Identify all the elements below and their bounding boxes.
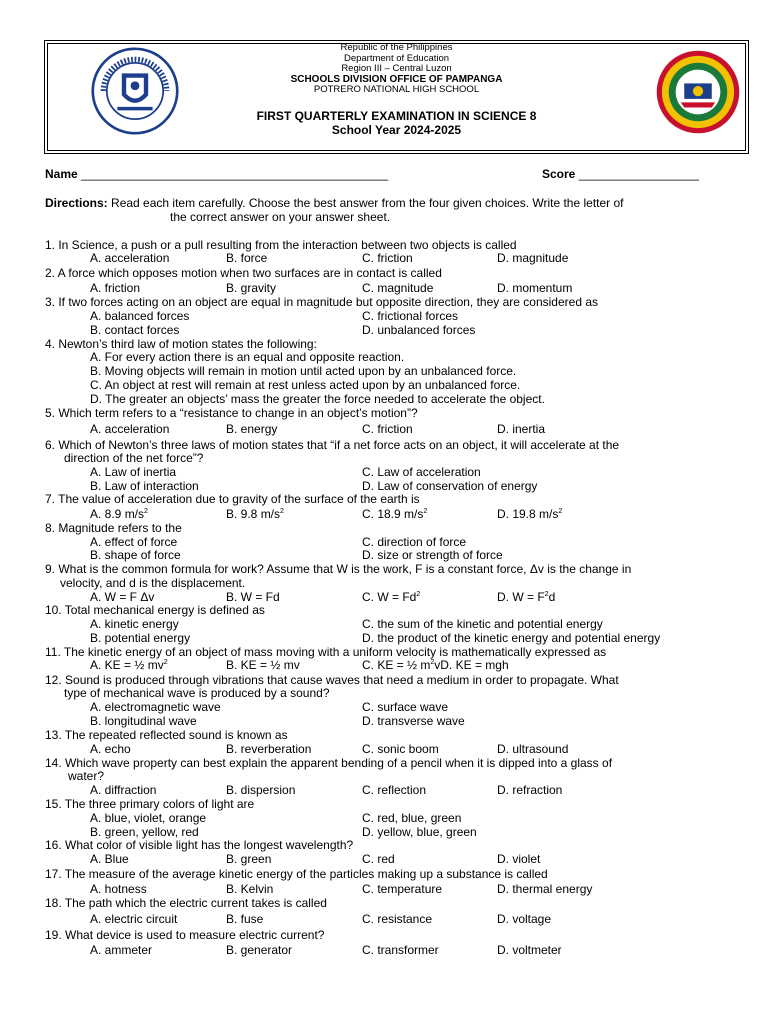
directions-text-1: Read each item carefully. Choose the best answer from the four given choices. Write the letter of [111, 196, 624, 210]
q7-option-a [90, 508, 148, 522]
superscript: 2 [163, 659, 168, 666]
q1-option-a: A. acceleration [90, 251, 170, 265]
q8-option-d: D. size or strength of force [362, 548, 503, 562]
q16-option-c: C. red [362, 852, 395, 866]
q13-option-a: A. echo [90, 742, 131, 756]
q7-option-d-text: D. 19.8 m/s [497, 507, 559, 521]
exam-title-block [45, 109, 748, 137]
school-name: POTRERO NATIONAL HIGH SCHOOL [313, 84, 480, 95]
score-row [542, 168, 699, 182]
score-blank[interactable]: __________________ [578, 167, 699, 181]
q10-option-d: D. the product of the kinetic energy and potential energy [362, 631, 661, 645]
q15-option-b: B. green, yellow, red [90, 825, 199, 839]
q10-option-a: A. kinetic energy [90, 617, 179, 631]
q1-option-c: C. friction [362, 251, 413, 265]
q13-option-d: D. ultrasound [497, 742, 569, 756]
q17-option-a: A. hotness [90, 882, 147, 896]
q14-option-a: A. diffraction [90, 783, 157, 797]
question-2: 2. A force which opposes motion when two surfaces are in contact is called [45, 266, 442, 280]
q4-option-d: D. The greater an objects’ mass the greater the force needed to accelerate the object. [90, 392, 545, 406]
q11-option-b: B. KE = ½ mv [226, 658, 300, 672]
q6-option-d: D. Law of conservation of energy [362, 479, 538, 493]
q13-option-c: C. sonic boom [362, 742, 439, 756]
q2-option-b: B. gravity [226, 281, 277, 295]
superscript: 2 [144, 508, 148, 515]
question-14-cont: water? [68, 769, 105, 783]
q16-option-d: D. violet [497, 852, 541, 866]
division-name: SCHOOLS DIVISION OFFICE OF PAMPANGA [290, 73, 503, 85]
question-18: 18. The path which the electric current takes is called [45, 896, 327, 910]
question-5: 5. Which term refers to a “resistance to change in an object’s motion”? [45, 406, 418, 420]
q19-option-a: A. ammeter [90, 943, 153, 957]
q1-option-b: B. force [226, 251, 268, 265]
q6-option-c: C. Law of acceleration [362, 465, 481, 479]
q18-option-c: C. resistance [362, 912, 433, 926]
superscript: 2 [544, 591, 549, 598]
question-7: 7. The value of acceleration due to gravity of the surface of the earth is [45, 492, 420, 506]
q6-option-b: B. Law of interaction [90, 479, 199, 493]
q2-option-a: A. friction [90, 281, 141, 295]
q10-option-c: C. the sum of the kinetic and potential energy [362, 617, 603, 631]
question-4: 4. Newton’s third law of motion states the following: [45, 337, 317, 351]
q8-option-c: C. direction of force [362, 535, 467, 549]
superscript: 2 [558, 508, 563, 515]
q17-option-b: B. Kelvin [226, 882, 274, 896]
question-8: 8. Magnitude refers to the [45, 521, 182, 535]
q16-option-b: B. green [226, 852, 272, 866]
q3-option-b: B. contact forces [90, 323, 180, 337]
q12-option-a: A. electromagnetic wave [90, 700, 221, 714]
question-13: 13. The repeated reflected sound is known as [45, 728, 288, 742]
question-12: 12. Sound is produced through vibrations that cause waves that need a medium in order to propagate. What [45, 673, 619, 687]
question-6: 6. Which of Newton’s three laws of motion states that “if a net force acts on an object, it will accelerate at the [45, 438, 620, 452]
q14-option-d: D. refraction [497, 783, 563, 797]
directions-label: Directions: [45, 196, 108, 210]
q17-option-d: D. thermal energy [497, 882, 593, 896]
question-6-cont: direction of the net force”? [64, 451, 204, 465]
q7-option-c-text: C. 18.9 m/s [362, 507, 424, 521]
agency-block [45, 43, 748, 96]
question-11: 11. The kinetic energy of an object of mass moving with a uniform velocity is mathematically expressed as [45, 645, 607, 659]
q19-option-b: B. generator [226, 943, 293, 957]
agency-line-1: Republic of the Philippines [340, 42, 453, 53]
q12-option-c: C. surface wave [362, 700, 449, 714]
q11-option-a-text: A. KE = ½ mv [90, 658, 164, 672]
q18-option-d: D. voltage [497, 912, 552, 926]
header-box [44, 40, 749, 154]
superscript: 2 [416, 591, 421, 598]
q8-option-a: A. effect of force [90, 535, 178, 549]
q14-option-c: C. reflection [362, 783, 427, 797]
deped-seal-left-icon [91, 47, 179, 135]
q18-option-b: B. fuse [226, 912, 264, 926]
q12-option-d: D. transverse wave [362, 714, 465, 728]
q5-option-a: A. acceleration [90, 422, 170, 436]
question-17: 17. The measure of the average kinetic energy of the particles making up a substance is called [45, 867, 548, 881]
directions-line-1 [45, 197, 624, 211]
q11-option-a [90, 659, 168, 673]
question-14: 14. Which wave property can best explain the apparent bending of a pencil when it is dipped into a glass of [45, 756, 613, 770]
q1-option-d: D. magnitude [497, 251, 569, 265]
q15-option-c: C. red, blue, green [362, 811, 462, 825]
q7-option-b [226, 508, 284, 522]
q7-option-a-text: A. 8.9 m/s [90, 507, 145, 521]
q9-option-a: A. W = F Δv [90, 590, 155, 604]
q4-option-b: B. Moving objects will remain in motion until acted upon by an unbalanced force. [90, 364, 517, 378]
q9-option-b: B. W = Fd [226, 590, 280, 604]
q3-option-d: D. unbalanced forces [362, 323, 476, 337]
directions-text-2: the correct answer on your answer sheet. [170, 210, 391, 224]
question-15: 15. The three primary colors of light are [45, 797, 255, 811]
q7-option-c [362, 508, 427, 522]
q4-option-a: A. For every action there is an equal and opposite reaction. [90, 350, 405, 364]
q9-option-d-text: D. W = F [497, 590, 545, 604]
q16-option-a: A. Blue [90, 852, 129, 866]
question-10: 10. Total mechanical energy is defined as [45, 603, 265, 617]
q9-option-c-text: C. W = Fd [362, 590, 417, 604]
q18-option-a: A. electric circuit [90, 912, 178, 926]
question-1: 1. In Science, a push or a pull resulting from the interaction between two objects is called [45, 238, 517, 252]
agency-line-3: Region III – Central Luzon [341, 63, 452, 74]
q14-option-b: B. dispersion [226, 783, 296, 797]
question-16: 16. What color of visible light has the longest wavelength? [45, 838, 354, 852]
name-blank[interactable]: ______________________________________________ [81, 167, 389, 181]
q3-option-c: C. frictional forces [362, 309, 459, 323]
q7-option-b-text: B. 9.8 m/s [226, 507, 281, 521]
q5-option-d: D. inertia [497, 422, 546, 436]
q12-option-b: B. longitudinal wave [90, 714, 197, 728]
q5-option-b: B. energy [226, 422, 278, 436]
q10-option-b: B. potential energy [90, 631, 191, 645]
q9-option-d [497, 591, 555, 605]
q19-option-d: D. voltmeter [497, 943, 562, 957]
q15-option-a: A. blue, violet, orange [90, 811, 207, 825]
superscript: 2 [423, 508, 428, 515]
name-row [45, 168, 388, 182]
school-year: School Year 2024-2025 [331, 123, 462, 137]
division-seal-right-icon [655, 49, 741, 135]
question-9-cont: velocity, and d is the displacement. [60, 576, 246, 590]
question-3: 3. If two forces acting on an object are equal in magnitude but opposite direction, they are considered as [45, 295, 599, 309]
question-12-cont: type of mechanical wave is produced by a sound? [64, 686, 330, 700]
q13-option-b: B. reverberation [226, 742, 312, 756]
superscript: 2 [430, 659, 435, 666]
q7-option-d [497, 508, 562, 522]
q9-option-d-tail: d [548, 590, 556, 604]
q11-option-d-text: vD. KE = mgh [434, 658, 509, 672]
q3-option-a: A. balanced forces [90, 309, 190, 323]
q17-option-c: C. temperature [362, 882, 443, 896]
q2-option-c: C. magnitude [362, 281, 434, 295]
q6-option-a: A. Law of inertia [90, 465, 177, 479]
q4-option-c: C. An object at rest will remain at rest unless acted upon by an unbalanced force. [90, 378, 521, 392]
q19-option-c: C. transformer [362, 943, 439, 957]
question-9: 9. What is the common formula for work? Assume that W is the work, F is a constant force, Δv is the change in [45, 562, 632, 576]
q5-option-c: C. friction [362, 422, 413, 436]
name-label: Name [45, 167, 78, 181]
q8-option-b: B. shape of force [90, 548, 181, 562]
score-label: Score [542, 167, 576, 181]
exam-title: FIRST QUARTERLY EXAMINATION IN SCIENCE 8 [256, 109, 537, 123]
superscript: 2 [280, 508, 284, 515]
question-19: 19. What device is used to measure electric current? [45, 928, 325, 942]
q9-option-c [362, 591, 420, 605]
q15-option-d: D. yellow, blue, green [362, 825, 477, 839]
q11-option-c-d [362, 659, 509, 673]
q2-option-d: D. momentum [497, 281, 573, 295]
q11-option-c-text: C. KE = ½ m [362, 658, 431, 672]
agency-line-2: Department of Education [343, 52, 450, 64]
